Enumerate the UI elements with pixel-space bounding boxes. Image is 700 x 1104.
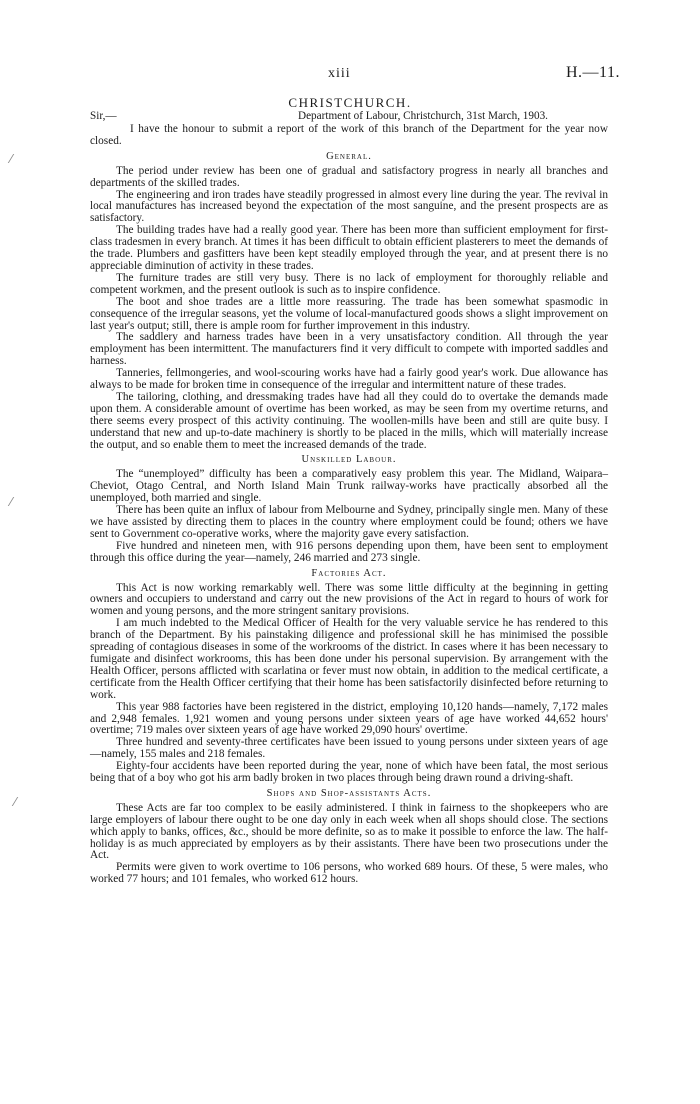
- section-factories-act: [90, 568, 608, 785]
- section-unskilled-labour: [90, 454, 608, 564]
- document-reference: H.—11.: [566, 64, 620, 81]
- paragraph: This year 988 factories have been registered in the district, employing 10,120 hands—namely, 7,172 males and 2,948 females. 1,921 women and young persons under sixteen years of age have worked 44,652 hours' overtime; 719 males over sixteen years of age have worked 29,090 hours' overtime.: [90, 700, 608, 737]
- paragraph: The saddlery and harness trades have been in a very unsatisfactory condition. All through the year employment has been intermittent. The manufacturers find it very difficult to compete with imported saddles and harness.: [90, 331, 608, 368]
- page-number: xiii: [328, 66, 351, 81]
- paragraph: There has been quite an influx of labour from Melbourne and Sydney, principally single men. Many of these we have assisted by directing them to places in the country where employment could be found; others we have sent to Government co-operative works, where the majority gave every satisfaction.: [90, 504, 608, 540]
- paragraph: The furniture trades are still very busy. There is no lack of employment for thoroughly reliable and competent workmen, and the present outlook is such as to inspire confidence.: [90, 271, 608, 296]
- paragraph: The boot and shoe trades are a little more reassuring. The trade has been somewhat spasmodic in consequence of the irregular seasons, yet the volume of local-manufactured goods shows a slight improvement on last year's output; still, there is ample room for further improvement in this industry.: [90, 295, 608, 332]
- paragraph: This Act is now working remarkably well. There was some little difficulty at the beginning in getting owners and occupiers to understand and carry out the new provisions of the Act in regard to hours of work for women and young persons, and the more stringent sanitary provisions.: [90, 581, 608, 618]
- margin-mark: ⁄: [14, 795, 17, 809]
- report-body: [90, 124, 608, 886]
- paragraph: Eighty-four accidents have been reported during the year, none of which have been fatal, the most serious being that of a boy who got his arm badly broken in two places through being drawn round a driving-shaft.: [90, 760, 608, 785]
- paragraph: The tailoring, clothing, and dressmaking trades have had all they could do to overtake the demands made upon them. A considerable amount of overtime has been worked, as may be seen from my overtime returns, and there seems every prospect of this activity continuing. The woollen-mills have been and still are quite busy. I understand that new and up-to-date machinery is shortly to be placed in the mills, which will materially increase the output, and so enable them to meet the increased demands of the trade.: [90, 390, 608, 451]
- paragraph: Three hundred and seventy-three certificates have been issued to young persons under sixteen years of age—namely, 155 males and 218 females.: [90, 736, 608, 761]
- paragraph: These Acts are far too complex to be easily administered. I think in fairness to the shopkeepers who are large employers of labour there ought to be one day only in each week when all shops should close. The sections which apply to banks, offices, &c., should be more definite, so as to make it possible to enforce the law. The half-holiday is as much appreciated by employers as by their assistants. There have been two prosecutions under the Act.: [90, 801, 608, 862]
- paragraph: Tanneries, fellmongeries, and wool-scouring works have had a fairly good year's work. Due allowance has always to be made for broken time in consequence of the irregular and intermittent nature of these trades.: [90, 367, 608, 392]
- section-heading: Factories Act.: [311, 567, 387, 579]
- section-general: [90, 151, 608, 452]
- paragraph: Permits were given to work overtime to 106 persons, who worked 689 hours. Of these, 5 were males, who worked 77 hours; and 101 females, who worked 612 hours.: [90, 861, 608, 886]
- paragraph: I am much indebted to the Medical Officer of Health for the very valuable service he has rendered to this branch of the Department. By his painstaking diligence and professional skill he has minimised the possible spreading of contagious diseases in some of the workrooms of the district. In cases where it has been necessary to fumigate and disinfect workrooms, this has been done under his personal supervision. By arrangement with the Health Officer, persons afflicted with scarlatina or fever must now obtain, in addition to the medical certificate, a certificate from the Health Officer certifying that their home has been satisfactorily disinfected before returning to work.: [90, 617, 608, 701]
- paragraph: Five hundred and nineteen men, with 916 persons depending upon them, have been sent to employment through this office during the year—namely, 246 married and 273 single.: [90, 539, 608, 564]
- dateline: Department of Labour, Christchurch, 31st March, 1903.: [298, 110, 548, 122]
- intro-paragraph: I have the honour to submit a report of the work of this branch of the Department for the year now closed.: [90, 123, 608, 147]
- section-shops-acts: [90, 788, 608, 886]
- section-heading: Unskilled Labour.: [301, 454, 397, 466]
- page-title: CHRISTCHURCH.: [288, 95, 412, 110]
- section-heading: Shops and Shop-assistants Acts.: [266, 787, 432, 799]
- paragraph: The engineering and iron trades have steadily progressed in almost every line during the year. The revival in local manufactures has increased beyond the expectation of the most sanguine, and the present prospects are as satisfactory.: [90, 188, 608, 225]
- salutation: Sir,—: [90, 110, 117, 122]
- running-header: [0, 66, 700, 86]
- section-heading: General.: [326, 150, 372, 162]
- paragraph: The period under review has been one of gradual and satisfactory progress in nearly all branches and departments of the skilled trades.: [90, 164, 608, 189]
- paragraph: The building trades have had a really good year. There has been more than sufficient employment for first-class tradesmen in every branch. At times it has been difficult to obtain efficient plasterers to meet the demands of the trade. Plumbers and gasfitters have been kept steadily employed through the year, and at present there is no appreciable diminution of activity in these trades.: [90, 224, 608, 272]
- paragraph: The “unemployed” difficulty has been a comparatively easy problem this year. The Midland, Waipara–Cheviot, Otago Central, and North Island Main Trunk railway-works have practically absorbed all the unemployed, both married and single.: [90, 468, 608, 505]
- margin-mark: ⁄: [10, 495, 13, 509]
- margin-mark: ⁄: [10, 152, 13, 166]
